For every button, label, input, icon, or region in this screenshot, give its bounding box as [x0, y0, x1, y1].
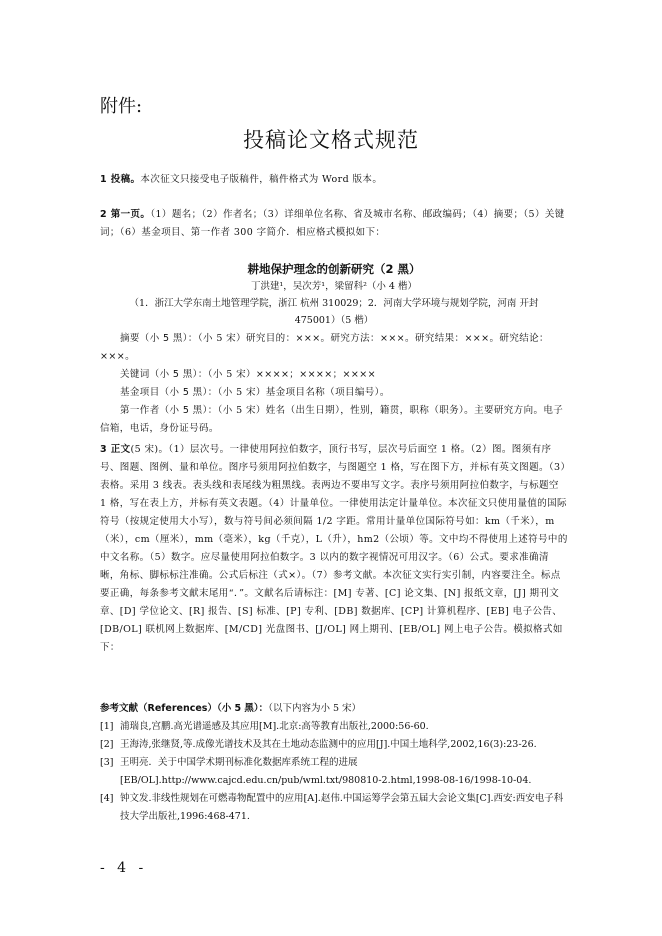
reference-item: [100, 736, 568, 754]
reference-list: [100, 700, 568, 826]
abstract-label: 摘要（小 5 黑）：: [120, 333, 198, 344]
section-2-heading: 2 第一页。: [100, 209, 151, 220]
keywords-label: 关键词（小 5 黑）：: [120, 369, 208, 380]
reference-number: [4]: [100, 793, 114, 804]
first-author-label: 第一作者（小 5 黑）：: [120, 405, 218, 416]
first-author-text: （小 5 宋）姓名（出生日期），性别，籍贯，职称（职务）。主要研究方向。电子信箱，电话，身份证号码。: [100, 405, 564, 434]
reference-number: [1]: [100, 721, 114, 732]
references-heading-label: 参考文献（References）（小 5 黑）：: [100, 703, 269, 714]
sample-keywords: [100, 366, 568, 384]
fund-label: 基金项目（小 5 黑）：: [120, 387, 218, 398]
reference-item: [100, 718, 568, 736]
section-3-heading: 3 正文: [100, 444, 131, 455]
sample-abstract: [100, 330, 568, 366]
reference-text: 王海涛,张继贤,等.成像光谱技术及其在土地动态监测中的应用[J].中国土地科学,2002,16(3):23-26.: [120, 739, 537, 750]
references-heading-note: （以下内容为小 5 宋）: [268, 703, 362, 714]
section-1-submission: [100, 171, 568, 189]
sample-paper-title: 耕地保护理念的创新研究（2 黑）: [247, 262, 421, 276]
references-heading: [100, 700, 568, 718]
reference-text: 钟文发.非线性规划在可燃毒物配置中的应用[A].赵伟.中国运筹学会第五届大会论文集[C].西安:西安电子科技大学出版社,1996:468-471.: [120, 793, 564, 822]
sample-first-author: [100, 402, 568, 438]
reference-item: [100, 790, 568, 826]
fund-text: （小 5 宋）基金项目名称（项目编号）。: [217, 387, 390, 398]
reference-item: [100, 754, 568, 790]
section-1-text: 本次征文只接受电子版稿件，稿件格式为 Word 版本。: [140, 174, 383, 185]
reference-number: [3]: [100, 757, 114, 768]
page-number: - 4 -: [100, 860, 148, 876]
section-3-text: （1）层次号。一律使用阿拉伯数字，顶行书写，层次号后面空 1 格。（2）图。图须有序号、图题、图例、量和单位。图序号须用阿拉伯数字，与图题空 1 格，写在图下方，并标有英文图题。（3）表格。采用 3 线表。表头线和表尾线为粗黑线。表两边不要串写文字。表序号须用阿拉伯数字，与标题空 1 格，写在表上方，并标有英文表题。（4）计量单位。一律使用法定计量单位。本次征文只使用量值的国际符号（按规定使用大小写），数与符号间必须间隔 1/2 字距。常用计量单位国际符号如：km（千米），m（米），cm（厘米），mm（毫米），kg（千克），L（升），hm2（公顷）等。文中均不得使用上述符号中的中文名称。（5）数字。应尽量使用阿拉伯数字。3 以内的数字视情况可用汉字。（6）公式。要求准确清晰，角标、脚标标注准确。公式后标注（式×）。（7）参考文献。本次征文实行实引制，内容要注全。标点要正确，每条参考文献末尾用“．”。文献名后请标注：[M] 专著、[C] 论文集、[N] 报纸文章，[J] 期刊文章、[D] 学位论文、[R] 报告、[S] 标准、[P] 专利、[DB] 数据库、[CP] 计算机程序、[EB] 电子公告、[DB/OL] 联机网上数据库、[M/CD] 光盘图书、[J/OL] 网上期刊、[EB/OL] 网上电子公告。模拟格式如下：: [100, 444, 568, 653]
sample-authors: 丁洪建¹，吴次芳¹，梁留科²（小 4 楷）: [250, 281, 417, 292]
reference-text: 浦瑞良,宫鹏.高光谱遥感及其应用[M].北京:高等教育出版社,2000:56-60.: [120, 721, 429, 732]
sample-fund: [100, 384, 568, 402]
keywords-text: （小 5 宋）××××；××××；××××: [207, 369, 376, 380]
sample-affiliation: （1．浙江大学东南土地管理学院，浙江 杭州 310029；2．河南大学环境与规划学院，河南 开封 475001）（5 楷）: [129, 298, 539, 326]
section-3-size-note: (5 宋)。: [130, 444, 169, 455]
section-2-text: （1）题名；（2）作者名；（3）详细单位名称、省及城市名称、邮政编码；（4）摘要；（5）关键词；（6）基金项目、第一作者 300 字简介．相应格式模拟如下：: [100, 209, 565, 238]
reference-text: 王明亮．关于中国学术期刊标准化数据库系统工程的进展[EB/OL].http://www.cajcd.edu.cn/pub/wml.txt/980810-2.html,1998-08-16/1998-10-04.: [120, 757, 532, 786]
abstract-text: （小 5 宋）研究目的：×××。研究方法：×××。研究结果：×××。研究结论：×××。: [100, 333, 549, 362]
section-3-body: [100, 441, 568, 657]
document-title: 投稿论文格式规范: [243, 128, 419, 152]
attachment-label: 附件:: [100, 96, 143, 117]
reference-number: [2]: [100, 739, 114, 750]
section-1-heading: 1 投稿。: [100, 174, 141, 185]
section-2-first-page: [100, 206, 568, 242]
